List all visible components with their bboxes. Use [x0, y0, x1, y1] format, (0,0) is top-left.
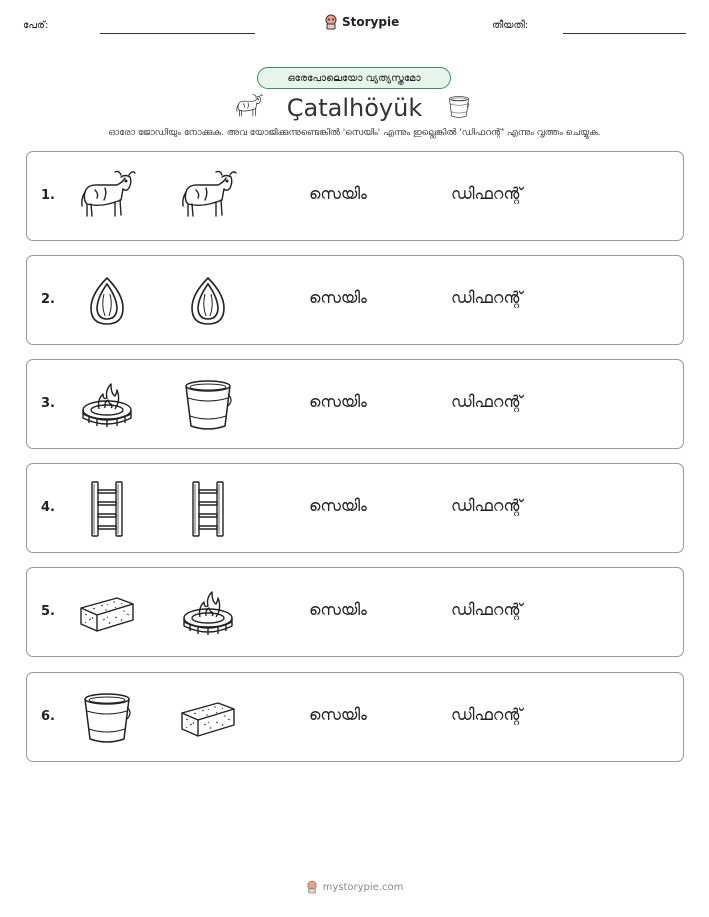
mudbrick-icon [77, 584, 137, 642]
footer [0, 880, 709, 894]
bucket-icon [446, 92, 472, 122]
question-row [26, 151, 684, 241]
question-row [26, 567, 684, 657]
different-option[interactable]: ഡിഫറന്റ് [451, 184, 523, 203]
question-row [26, 255, 684, 345]
question-number: 4. [41, 500, 55, 515]
question-row [26, 359, 684, 449]
ladder-icon [178, 480, 238, 538]
same-option[interactable]: സെയിം [309, 600, 367, 619]
same-option[interactable]: സെയിം [309, 392, 367, 411]
bull-icon [178, 168, 238, 226]
same-option[interactable]: സെയിം [309, 496, 367, 515]
date-line[interactable] [563, 33, 686, 34]
brand-logo [324, 14, 399, 30]
question-number: 6. [41, 709, 55, 724]
same-option[interactable]: സെയിം [309, 705, 367, 724]
hearth-icon [77, 376, 137, 434]
question-number: 5. [41, 604, 55, 619]
bucket-icon [178, 376, 238, 434]
mudbrick-icon [178, 689, 238, 747]
question-number: 1. [41, 188, 55, 203]
bucket-icon [77, 689, 137, 747]
question-row [26, 672, 684, 762]
different-option[interactable]: ഡിഫറന്റ് [451, 288, 523, 307]
question-number: 2. [41, 292, 55, 307]
page-title: Çatalhöyük [286, 94, 423, 122]
storypie-mascot-icon [306, 880, 318, 894]
worksheet-type-badge: ഒരേപോലെയോ വ്യത്യസ്തമോ [257, 67, 451, 89]
ladder-icon [77, 480, 137, 538]
seed-icon [77, 272, 137, 330]
same-option[interactable]: സെയിം [309, 184, 367, 203]
hearth-icon [178, 584, 238, 642]
different-option[interactable]: ഡിഫറന്റ് [451, 600, 523, 619]
question-number: 3. [41, 396, 55, 411]
name-line[interactable] [100, 33, 255, 34]
date-label: തീയതി: [492, 20, 529, 31]
storypie-mascot-icon [324, 14, 338, 30]
same-option[interactable]: സെയിം [309, 288, 367, 307]
instructions: ഓരോ ജോഡിയും നോക്കുക. അവ യോജിക്കുന്നുണ്ടെങ്കിൽ 'സെയിം' എന്നും ഇല്ലെങ്കിൽ 'ഡിഫറന്റ്' എന്നും വൃത്തം ചെയ്യുക. [108, 128, 601, 138]
different-option[interactable]: ഡിഫറന്റ് [451, 496, 523, 515]
footer-url: mystorypie.com [322, 881, 404, 893]
different-option[interactable]: ഡിഫറന്റ് [451, 705, 523, 724]
name-label: പേര്: [23, 20, 49, 31]
brand-name: Storypie [342, 15, 400, 29]
different-option[interactable]: ഡിഫറന്റ് [451, 392, 523, 411]
seed-icon [178, 272, 238, 330]
question-row [26, 463, 684, 553]
bull-icon [77, 168, 137, 226]
